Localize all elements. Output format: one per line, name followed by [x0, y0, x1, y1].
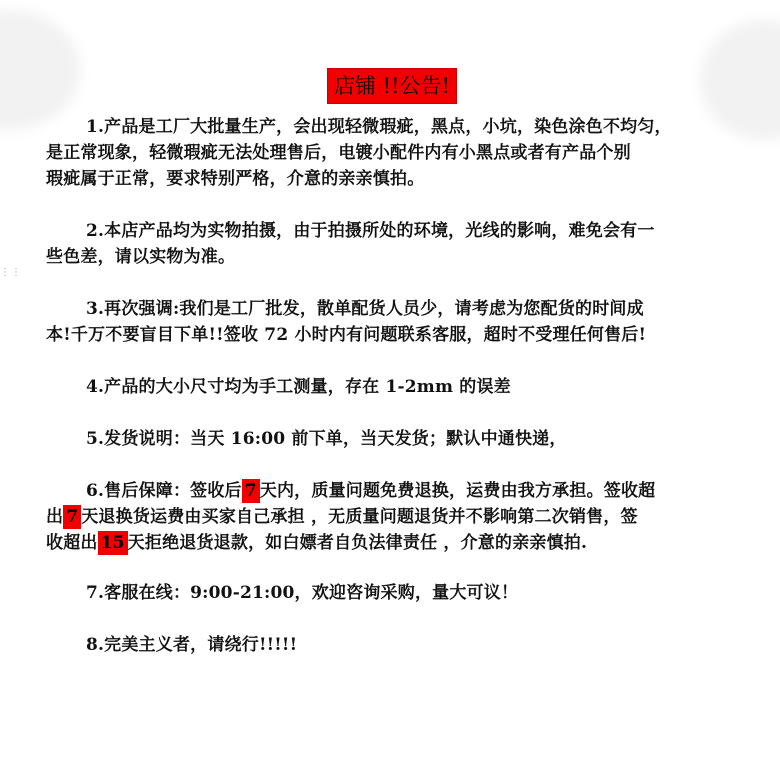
notice-item-4-text: 4.产品的大小尺寸均为手工测量，存在 1-2mm 的误差 [86, 377, 511, 397]
notice-item-5-text: 5.发货说明：当天 16:00 前下单，当天发货；默认中通快递， [86, 429, 567, 449]
notice-item-6-line-1b: 天内，质量问题免费退换，运费由我方承担。签收超 [259, 481, 656, 501]
notice-item-8 [46, 632, 746, 658]
notice-item-3-line-2: 本!千万不要盲目下单!!签收 72 小时内有问题联系客服，超时不受理任何售后! [46, 325, 647, 345]
notice-item-7-text: 7.客服在线：9:00-21:00，欢迎咨询采购，量大可议！ [86, 583, 519, 603]
notice-title: 店铺 !!公告! [327, 68, 457, 104]
notice-item-5 [46, 426, 746, 452]
notice-item-1-line-2: 是正常现象，轻微瑕疵无法处理售后，电镀小配件内有小黑点或者有产品个别 [46, 143, 631, 163]
notice-item-4 [46, 374, 746, 400]
notice-item-2 [46, 218, 746, 270]
notice-item-1 [46, 114, 746, 192]
notice-item-6-line-2b: 天退换货运费由买家自己承担 ，无质量问题退货并不影响第二次销售，签 [81, 507, 638, 527]
notice-item-3-line-1: 3.再次强调:我们是工厂批发，散单配货人员少，请考虑为您配货的时间成 [86, 299, 644, 319]
drag-handle-icon: ⋮⋮ [0, 267, 22, 278]
notice-item-6-line-1a: 6.售后保障：签收后 [86, 481, 242, 501]
notice-item-2-line-2: 些色差，请以实物为准。 [46, 247, 236, 267]
notice-item-1-line-1: 1.产品是工厂大批量生产，会出现轻微瑕疵，黑点，小坑，染色涂色不均匀， [86, 117, 672, 137]
notice-item-6-line-2a: 出 [46, 507, 64, 527]
notice-item-6-line-3a: 收超出 [46, 533, 98, 553]
notice-item-6-line-3b: 天拒绝退货退款，如白嫖者自负法律责任 ，介意的亲亲慎拍. [127, 533, 588, 553]
notice-item-6 [46, 478, 746, 556]
highlight-days-7: 7 [242, 479, 260, 503]
highlight-days-15: 15 [98, 531, 128, 555]
notice-item-7 [46, 580, 746, 606]
notice-item-8-text: 8.完美主义者，请绕行!!!!! [86, 635, 298, 655]
notice-item-1-line-3: 瑕疵属于正常，要求特别严格，介意的亲亲慎拍。 [46, 169, 425, 189]
notice-item-2-line-1: 2.本店产品均为实物拍摄，由于拍摄所处的环境，光线的影响，难免会有一 [86, 221, 655, 241]
background-blur-left [0, 10, 80, 130]
notice-item-3 [46, 296, 746, 348]
highlight-days-7-second: 7 [63, 505, 81, 529]
